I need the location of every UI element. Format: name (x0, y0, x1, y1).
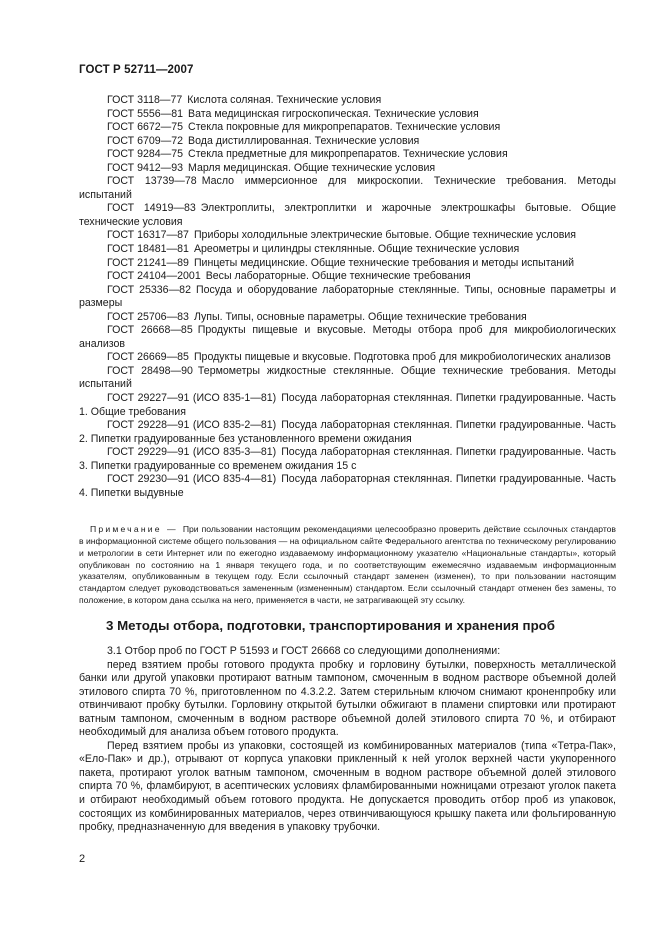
reference-code: ГОСТ 29227—91 (ИСО 835-1—81) (107, 392, 277, 405)
reference-code: ГОСТ 29228—91 (ИСО 835-2—81) (107, 419, 277, 432)
reference-item (79, 148, 616, 162)
reference-code: ГОСТ 16317—87 (107, 229, 189, 242)
reference-item (79, 473, 616, 500)
reference-title: Весы лабораторные. Общие технические требования (205, 270, 471, 283)
reference-code: ГОСТ 5556—81 (107, 107, 184, 120)
reference-title: Стекла предметные для микропрепаратов. Технические условия (188, 148, 508, 161)
reference-item (79, 121, 616, 135)
reference-item (79, 419, 616, 446)
reference-item (79, 351, 616, 365)
reference-title: Продукты пищевые и вкусовые. Подготовка проб для микробиологических анализов (193, 351, 611, 364)
reference-title: Посуда лабораторная стеклянная. Пипетки градуированные. Часть 4. Пипетки выдувные (79, 473, 616, 499)
reference-item (79, 162, 616, 176)
reference-item (79, 135, 616, 149)
section-title: 3 Методы отбора, подготовки, транспортирования и хранения проб (106, 618, 556, 633)
reference-title: Приборы холодильные электрические бытовые. Общие технические условия (193, 229, 577, 242)
reference-title: Посуда и оборудование лабораторные стеклянные. Типы, основные параметры и размеры (79, 283, 616, 310)
reference-title: Вода дистиллированная. Технические условия (188, 134, 420, 147)
reference-item (79, 108, 616, 122)
reference-code: ГОСТ 26669—85 (107, 351, 189, 364)
reference-code: ГОСТ 6709—72 (107, 134, 184, 147)
reference-title: Термометры жидкостные стеклянные. Общие технические требования. Методы испытаний (79, 364, 616, 391)
reference-code: ГОСТ 29229—91 (ИСО 835-3—81) (107, 446, 277, 459)
reference-code: ГОСТ 18481—81 (107, 243, 189, 256)
reference-item (79, 392, 616, 419)
reference-code: ГОСТ 3118—77 (107, 94, 183, 106)
reference-code: ГОСТ 24104—2001 (107, 270, 201, 283)
reference-item (79, 229, 616, 243)
reference-title: Посуда лабораторная стеклянная. Пипетки градуированные. Часть 3. Пипетки градуированные со временем ожидания 15 с (79, 446, 616, 472)
reference-item (79, 365, 616, 392)
reference-title: Ареометры и цилиндры стеклянные. Общие технические условия (193, 243, 520, 256)
reference-item (79, 311, 616, 325)
reference-title: Посуда лабораторная стеклянная. Пипетки градуированные. Часть 2. Пипетки градуированные без установленного времени ожидания (79, 419, 616, 445)
page-number: 2 (79, 853, 86, 865)
reference-item (79, 243, 616, 257)
reference-item (79, 324, 616, 351)
reference-item (79, 284, 616, 311)
reference-title: Продукты пищевые и вкусовые. Методы отбора проб для микробиологических анализов (79, 324, 616, 350)
note-block (79, 524, 616, 607)
reference-title: Марля медицинская. Общие технические условия (188, 161, 436, 174)
reference-title: Масло иммерсионное для микроскопии. Технические требования. Методы испытаний (79, 175, 616, 201)
reference-title: Лупы. Типы, основные параметры. Общие технические требования (193, 310, 527, 323)
note-label: Примечание — (90, 524, 178, 534)
document-header: ГОСТ Р 52711—2007 (79, 64, 194, 76)
reference-title: Электроплиты, электроплитки и жарочные электрошкафы бытовые. Общие технические условия (79, 202, 616, 228)
reference-code: ГОСТ 25706—83 (107, 310, 189, 323)
reference-item (79, 202, 616, 229)
reference-code: ГОСТ 13739—78 (107, 175, 197, 188)
reference-code: ГОСТ 9284—75 (107, 148, 184, 161)
reference-code: ГОСТ 26668—85 (107, 324, 193, 337)
reference-title: Посуда лабораторная стеклянная. Пипетки градуированные. Часть 1. Общие требования (79, 392, 616, 418)
normative-references-list (79, 94, 616, 500)
reference-code: ГОСТ 28498—90 (107, 364, 193, 377)
reference-code: ГОСТ 29230—91 (ИСО 835-4—81) (107, 473, 277, 486)
reference-item (79, 446, 616, 473)
reference-item (79, 94, 616, 108)
section-body (79, 645, 616, 835)
reference-code: ГОСТ 21241—89 (107, 256, 189, 269)
note-text: При пользовании настоящим рекомендациями целесообразно проверить действие ссылочных стандартов в информационной системе общего пользования — на официальном сайте Федерального агентства по техническому регулированию и метрологии в сети Интернет или по ежегодно издаваемому информационному указателю «Национальные стандарты», который опубликован по состоянию на 1 января текущего года, и по соответствующим ежемесячно издаваемым информационным указателям, опубликованным в текущем году. Если ссылочный стандарт заменен (изменен), то при пользовании настоящим стандартом следует руководствоваться замененным (измененным) стандартом. Если ссылочный стандарт отменен без замены, то положение, в котором дана ссылка на него, применяется в части, не затрагивающей эту ссылку. (79, 524, 616, 606)
paragraph-bottle-sampling: перед взятием пробы готового продукта пробку и горловину бутылки, поверхность металлической банки или другой упаковки протирают ватным тампоном, смоченным в водном растворе объемной долей этилового спирта 70 %, приготовленном по 4.3.2.2. Затем стерильным ключом снимают кроненпробку или отвинчивают пробку бутылки. Горловину открытой бутылки обжигают в пламени спиртовки или протирают ватным тампоном, смоченным в водном растворе объемной долей этилового спирта 70 %, и отбирают необходимый для анализа объем готового продукта. (79, 658, 616, 739)
reference-code: ГОСТ 25336—82 (107, 283, 191, 296)
reference-title: Вата медицинская гигроскопическая. Технические условия (188, 107, 479, 120)
paragraph-combined-package-sampling: Перед взятием пробы из упаковки, состоящей из комбинированных материалов (типа «Тетра-Пак», «Ело-Пак» и др.), отрывают от корпуса упаковки прикленный к ней уголок верхней части укупоренного пакета, протирают уголок ватным тампоном, смоченным в водном растворе объемной долей этилового спирта 70 %, фламбируют, в асептических условиях фламбированными ножницами отрезают уголок пакета и отбирают необходимый объем готового продукта. Не допускается проводить отбор проб из упаковок, состоящих из комбинированных материалов, через отвинчивающуюся крышку пакета или фольгированную пробку, предназначенную для введения в упаковку трубочки. (79, 739, 616, 834)
reference-code: ГОСТ 9412—93 (107, 161, 184, 174)
reference-item (79, 257, 616, 271)
reference-item (79, 175, 616, 202)
reference-item (79, 270, 616, 284)
reference-title: Кислота соляная. Технические условия (187, 94, 382, 106)
paragraph-3-1: 3.1 Отбор проб по ГОСТ Р 51593 и ГОСТ 26668 со следующими дополнениями: (107, 645, 501, 657)
reference-title: Стекла покровные для микропрепаратов. Технические условия (188, 121, 501, 134)
reference-title: Пинцеты медицинские. Общие технические требования и методы испытаний (193, 256, 575, 269)
reference-code: ГОСТ 14919—83 (107, 202, 196, 215)
reference-code: ГОСТ 6672—75 (107, 121, 184, 134)
